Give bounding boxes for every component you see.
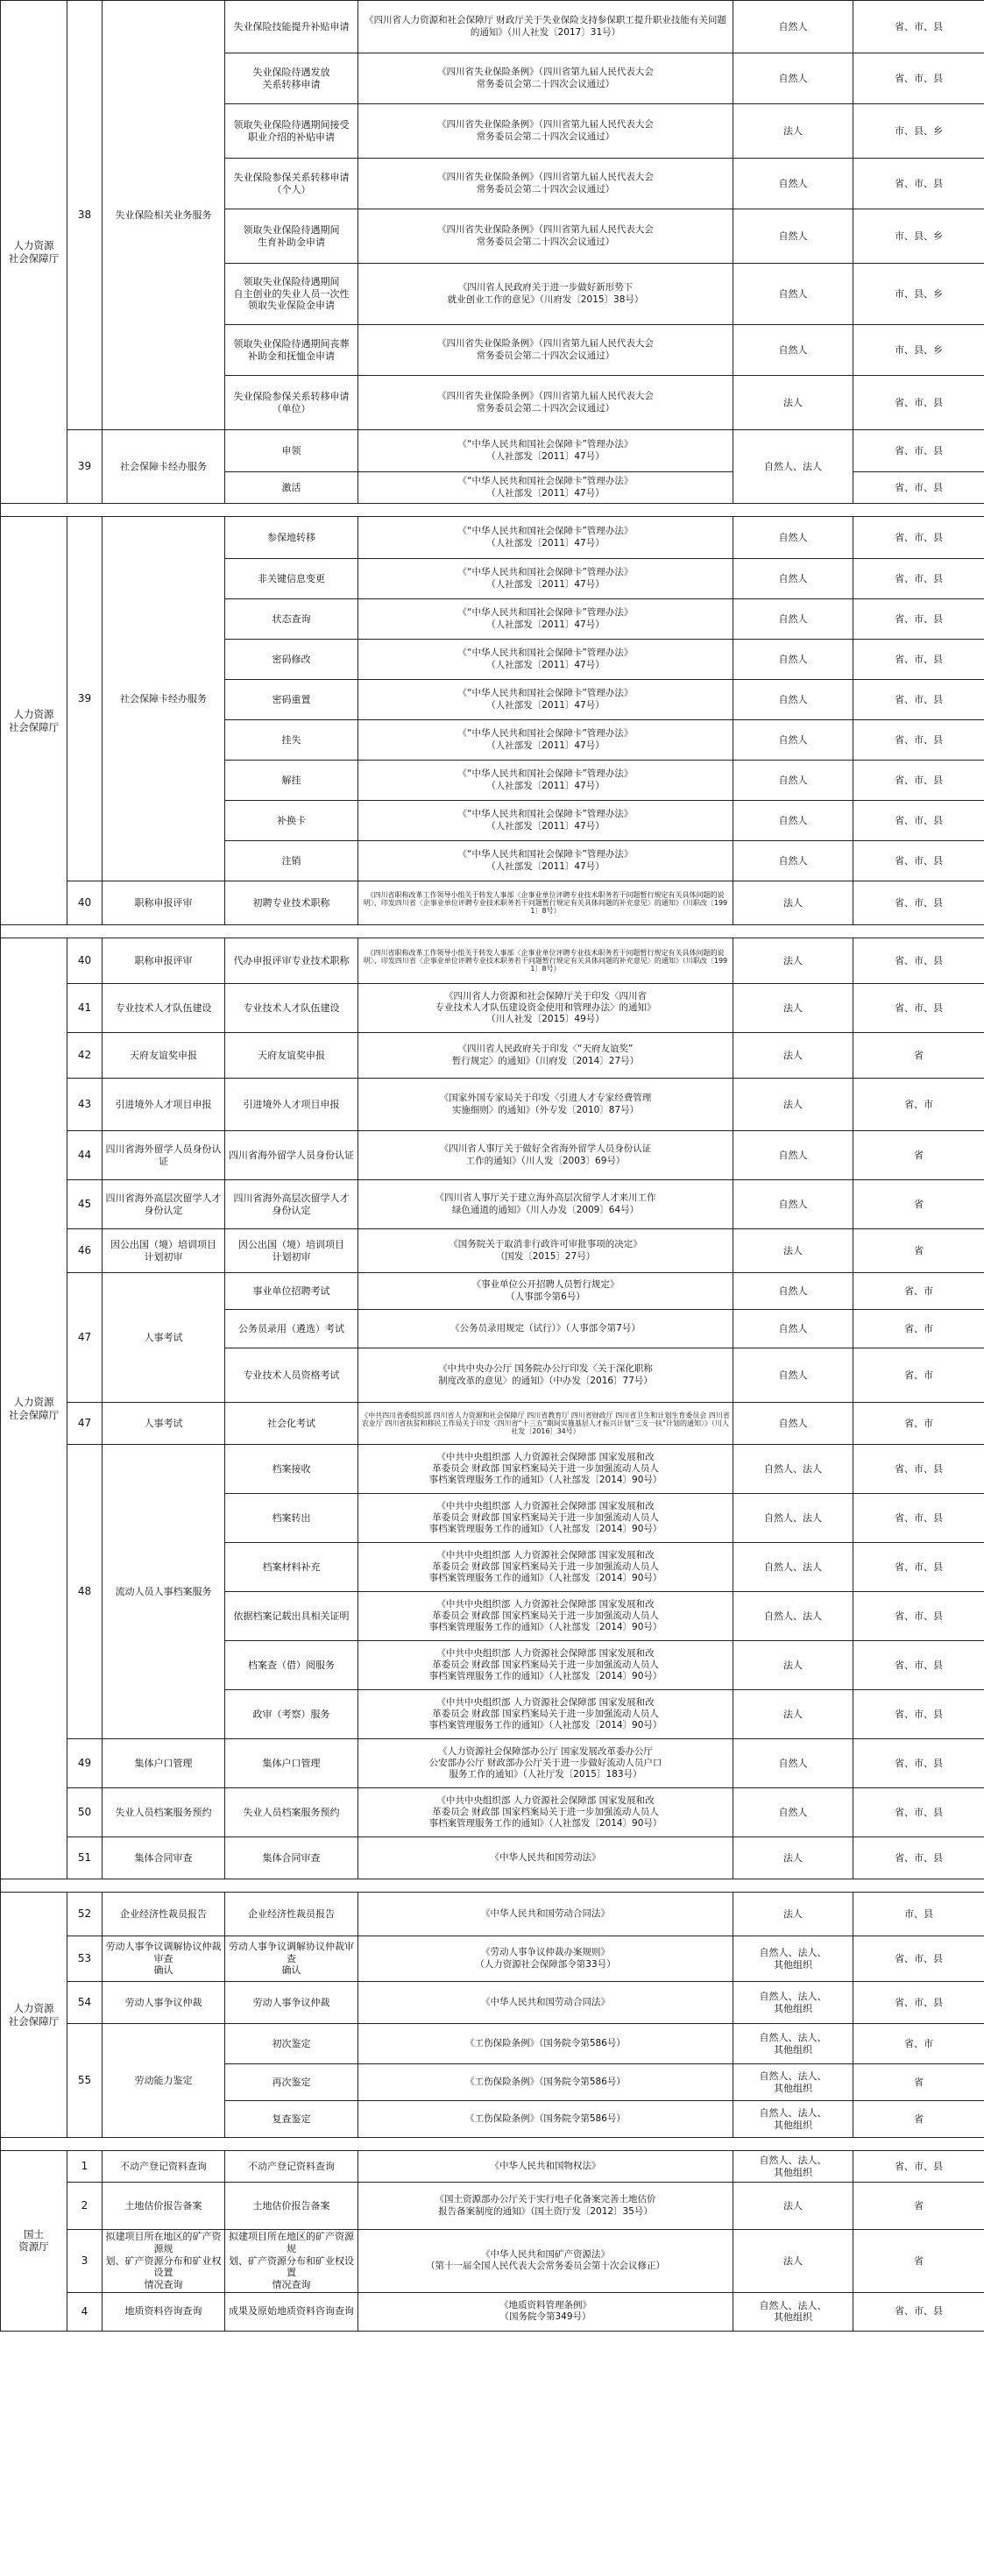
basis-cell: 《中华人民共和国劳动合同法》 <box>358 1893 733 1936</box>
target-cell: 法人 <box>733 1033 853 1079</box>
target-cell: 自然人 <box>733 209 853 264</box>
section-gap <box>1 1879 984 1893</box>
basis-cell: 《中共中央办公厅 国务院办公厅印发〈关于深化职称 制度改革的意见〉的通知》（中办发〔2016〕77号） <box>358 1348 733 1403</box>
basis-cell: 《国务院关于取消非行政许可审批事项的决定》 （国发〔2015〕27号） <box>358 1229 733 1273</box>
target-cell: 法人 <box>733 984 853 1033</box>
item-number-cell: 38 <box>67 1 103 430</box>
level-cell: 省、市、县 <box>853 1445 984 1494</box>
item-number-cell: 40 <box>67 881 103 925</box>
item-number-cell: 54 <box>67 1982 103 2024</box>
target-cell: 自然人、法人、 其他组织 <box>733 2024 853 2064</box>
target-cell: 自然人 <box>733 801 853 841</box>
level-cell: 省、市、县 <box>853 517 984 559</box>
matter-cell: 不动产登记资料查询 <box>103 2151 225 2183</box>
level-cell: 省 <box>853 2064 984 2101</box>
item-number-cell: 50 <box>67 1788 103 1837</box>
sub-item-cell: 引进境外人才项目申报 <box>225 1079 358 1131</box>
sub-item-cell: 四川省海外留学人员身份认证 <box>225 1131 358 1180</box>
sub-item-cell: 失业保险技能提升补贴申请 <box>225 1 358 53</box>
sub-item-cell: 领取失业保险待遇期间 生育补助金申请 <box>225 209 358 264</box>
sub-item-cell: 依据档案记载出具相关证明 <box>225 1592 358 1641</box>
matter-cell: 四川省海外高层次留学人才 身份认定 <box>103 1180 225 1229</box>
level-cell: 省、市、县 <box>853 1641 984 1690</box>
item-number-cell: 4 <box>67 2292 103 2331</box>
item-number-cell: 52 <box>67 1893 103 1936</box>
item-number-cell: 39 <box>67 517 103 881</box>
target-cell: 自然人 <box>733 1348 853 1403</box>
basis-cell: 《中华人民共和国物权法》 <box>358 2151 733 2183</box>
matter-cell: 地质资料咨询查询 <box>103 2292 225 2331</box>
item-number-cell: 46 <box>67 1229 103 1273</box>
target-cell: 自然人 <box>733 1403 853 1445</box>
level-cell: 省、市 <box>853 1310 984 1348</box>
item-number-cell: 45 <box>67 1180 103 1229</box>
sub-item-cell: 劳动人事争议仲裁 <box>225 1982 358 2024</box>
level-cell: 省、市、县 <box>853 53 984 104</box>
level-cell: 省、市、县 <box>853 559 984 599</box>
basis-cell: 《中共中央组织部 人力资源社会保障部 国家发展和改 革委员会 财政部 国家档案局关于进一步加强流动人员人 事档案管理服务工作的通知》（人社部发〔2014〕90号） <box>358 1641 733 1690</box>
level-cell: 省、市、县 <box>853 1494 984 1543</box>
basis-cell: 《“中华人民共和国社会保障卡”管理办法》 （人社部发〔2011〕47号） <box>358 761 733 801</box>
sub-item-cell: 再次鉴定 <box>225 2064 358 2101</box>
basis-cell: 《中共中央组织部 人力资源社会保障部 国家发展和改 革委员会 财政部 国家档案局关于进一步加强流动人员人 事档案管理服务工作的通知》（人社部发〔2014〕90号） <box>358 1690 733 1739</box>
dept-cell: 人力资源 社会保障厅 <box>1 1893 67 2138</box>
item-number-cell: 51 <box>67 1837 103 1879</box>
matter-cell: 四川省海外留学人员身份认证 <box>103 1131 225 1180</box>
table-row <box>1 2183 984 2230</box>
level-cell: 省、市、县 <box>853 376 984 430</box>
sub-item-cell: 失业保险参保关系转移申请 （单位） <box>225 376 358 430</box>
sub-item-cell: 领取失业保险待遇期间丧葬 补助金和抚恤金申请 <box>225 325 358 376</box>
level-cell: 省、市、县 <box>853 720 984 761</box>
basis-cell: 《公务员录用规定（试行）》（人事部令第7号） <box>358 1310 733 1348</box>
level-cell: 省、市、县 <box>853 2151 984 2183</box>
level-cell: 省、市、县 <box>853 472 984 504</box>
matter-cell: 劳动能力鉴定 <box>103 2024 225 2138</box>
item-number-cell: 53 <box>67 1936 103 1982</box>
sub-item-cell: 档案查（借）阅服务 <box>225 1641 358 1690</box>
basis-cell: 《四川省职称改革工作领导小组关于转发人事部〈企事业单位评聘专业技术职务若干问题暂行规定有关具体问题的说明〉，印发四川省〈企事业单位评聘专业技术职务若干问题暂行规定有关具体问题的补充意见〉的通知》（川职改〔1991〕8号） <box>358 938 733 984</box>
basis-cell: 《四川省人事厅关于建立海外高层次留学人才来川工作 绿色通道的通知》（川人办发〔2009〕64号） <box>358 1180 733 1229</box>
basis-cell: 《中共四川省委组织部 四川省人力资源和社会保障厅 四川省教育厅 四川省财政厅 四川省卫生和计划生育委员会 四川省农业厅 四川省扶贫和移民工作局关于印发〈四川省“十三五”期间实施基层人才振兴计划“三支一扶”计划的通知〉》（川人社发〔2016〕34号） <box>358 1403 733 1445</box>
item-number-cell: 48 <box>67 1445 103 1739</box>
basis-cell: 《四川省失业保险条例》（四川省第九届人民代表大会 常务委员会第二十四次会议通过） <box>358 159 733 209</box>
target-cell: 自然人、法人、 其他组织 <box>733 2151 853 2183</box>
level-cell: 省、市、县 <box>853 680 984 720</box>
level-cell: 省、市、县 <box>853 1936 984 1982</box>
target-cell: 自然人 <box>733 1131 853 1180</box>
sub-item-cell: 注销 <box>225 841 358 881</box>
basis-cell: 《四川省失业保险条例》（四川省第九届人民代表大会 常务委员会第二十四次会议通过） <box>358 104 733 159</box>
item-number-cell: 49 <box>67 1739 103 1788</box>
basis-cell: 《“中华人民共和国社会保障卡”管理办法》 （人社部发〔2011〕47号） <box>358 801 733 841</box>
level-cell: 省、市、县 <box>853 1788 984 1837</box>
level-cell: 省、市、县 <box>853 1592 984 1641</box>
target-cell: 法人 <box>733 938 853 984</box>
target-cell: 自然人 <box>733 1739 853 1788</box>
target-cell: 法人 <box>733 1079 853 1131</box>
target-cell: 法人 <box>733 2183 853 2230</box>
target-cell: 自然人、法人、 其他组织 <box>733 2064 853 2101</box>
sub-item-cell: 初聘专业技术职称 <box>225 881 358 925</box>
level-cell: 省、市、县 <box>853 2292 984 2331</box>
table-row <box>1 2151 984 2183</box>
level-cell: 省 <box>853 2230 984 2293</box>
table-row <box>1 1893 984 1936</box>
matter-cell: 集体合同审查 <box>103 1837 225 1879</box>
level-cell: 省 <box>853 1131 984 1180</box>
basis-cell: 《“中华人民共和国社会保障卡”管理办法》 （人社部发〔2011〕47号） <box>358 720 733 761</box>
target-cell: 自然人 <box>733 1 853 53</box>
level-cell: 省、市、县 <box>853 1690 984 1739</box>
dept-cell: 人力资源 社会保障厅 <box>1 938 67 1879</box>
dept-cell: 人力资源 社会保障厅 <box>1 1 67 504</box>
basis-cell: 《工伤保险条例》（国务院令第586号） <box>358 2101 733 2138</box>
sub-item-cell: 领取失业保险待遇期间 自主创业的失业人员一次性 领取失业保险金申请 <box>225 264 358 325</box>
sub-item-cell: 领取失业保险待遇期间接受 职业介绍的补贴申请 <box>225 104 358 159</box>
table-row <box>1 1 984 53</box>
target-cell: 自然人 <box>733 680 853 720</box>
item-number-cell: 41 <box>67 984 103 1033</box>
level-cell: 省 <box>853 2183 984 2230</box>
matter-cell: 劳动人事争议调解协议仲裁审查 确认 <box>103 1936 225 1982</box>
level-cell: 省、市 <box>853 2024 984 2064</box>
sub-item-cell: 天府友谊奖申报 <box>225 1033 358 1079</box>
level-cell: 省、市、县 <box>853 1837 984 1879</box>
table-row <box>1 1788 984 1837</box>
target-cell: 自然人、法人 <box>733 1494 853 1543</box>
basis-cell: 《“中华人民共和国社会保障卡”管理办法》 （人社部发〔2011〕47号） <box>358 472 733 504</box>
matter-cell: 引进境外人才项目申报 <box>103 1079 225 1131</box>
target-cell: 自然人 <box>733 559 853 599</box>
basis-cell: 《四川省人民政府关于印发〈“天府友谊奖” 暂行规定〉的通知》（川府发〔2014〕27号） <box>358 1033 733 1079</box>
level-cell: 省、市、县 <box>853 761 984 801</box>
item-number-cell: 44 <box>67 1131 103 1180</box>
level-cell: 市、县、乡 <box>853 264 984 325</box>
table-row <box>1 881 984 925</box>
matter-cell: 劳动人事争议仲裁 <box>103 1982 225 2024</box>
table-row <box>1 430 984 472</box>
sub-item-cell: 公务员录用（遴选）考试 <box>225 1310 358 1348</box>
sub-item-cell: 拟建项目所在地区的矿产资源规 划、矿产资源分布和矿业权设置 情况查询 <box>225 2230 358 2293</box>
matter-cell: 失业保险相关业务服务 <box>103 1 225 430</box>
sub-item-cell: 集体合同审查 <box>225 1837 358 1879</box>
sub-item-cell: 档案材料补充 <box>225 1543 358 1592</box>
table-row <box>1 1445 984 1494</box>
table-row <box>1 1837 984 1879</box>
basis-cell: 《中共中央组织部 人力资源社会保障部 国家发展和改 革委员会 财政部 国家档案局关于进一步加强流动人员人 事档案管理服务工作的通知》（人社部发〔2014〕90号） <box>358 1592 733 1641</box>
target-cell: 自然人 <box>733 640 853 680</box>
target-cell: 自然人 <box>733 599 853 640</box>
basis-cell: 《中共中央组织部 人力资源社会保障部 国家发展和改 革委员会 财政部 国家档案局关于进一步加强流动人员人 事档案管理服务工作的通知》（人社部发〔2014〕90号） <box>358 1445 733 1494</box>
basis-cell: 《四川省人力资源和社会保障厅 财政厅关于失业保险支持参保职工提升职业技能有关问题的通知》（川人社发〔2017〕31号） <box>358 1 733 53</box>
sub-item-cell: 挂失 <box>225 720 358 761</box>
target-cell: 自然人 <box>733 761 853 801</box>
sub-item-cell: 成果及原始地质资料咨询查询 <box>225 2292 358 2331</box>
table-row <box>1 1982 984 2024</box>
sub-item-cell: 集体户口管理 <box>225 1739 358 1788</box>
basis-cell: 《“中华人民共和国社会保障卡”管理办法》 （人社部发〔2011〕47号） <box>358 640 733 680</box>
sub-item-cell: 因公出国（境）培训项目 计划初审 <box>225 1229 358 1273</box>
target-cell: 自然人、法人 <box>733 430 853 504</box>
table-row <box>1 2292 984 2331</box>
table-row <box>1 1403 984 1445</box>
sub-item-cell: 申领 <box>225 430 358 472</box>
target-cell: 自然人、法人 <box>733 1543 853 1592</box>
level-cell: 省、市 <box>853 1079 984 1131</box>
item-number-cell: 2 <box>67 2183 103 2230</box>
level-cell: 省、市、县 <box>853 841 984 881</box>
table-row <box>1 1131 984 1180</box>
item-number-cell: 1 <box>67 2151 103 2183</box>
level-cell: 省、市、县 <box>853 881 984 925</box>
target-cell: 自然人 <box>733 841 853 881</box>
target-cell: 自然人 <box>733 720 853 761</box>
sub-item-cell: 复查鉴定 <box>225 2101 358 2138</box>
level-cell: 市、县、乡 <box>853 104 984 159</box>
level-cell: 省 <box>853 1229 984 1273</box>
target-cell: 自然人 <box>733 517 853 559</box>
basis-cell: 《中共中央组织部 人力资源社会保障部 国家发展和改 革委员会 财政部 国家档案局关于进一步加强流动人员人 事档案管理服务工作的通知》（人社部发〔2014〕90号） <box>358 1788 733 1837</box>
basis-cell: 《“中华人民共和国社会保障卡”管理办法》 （人社部发〔2011〕47号） <box>358 599 733 640</box>
matter-cell: 集体户口管理 <box>103 1739 225 1788</box>
target-cell: 法人 <box>733 881 853 925</box>
sub-item-cell: 密码重置 <box>225 680 358 720</box>
target-cell: 自然人 <box>733 264 853 325</box>
section-gap <box>1 2138 984 2151</box>
basis-cell: 《中华人民共和国劳动合同法》 <box>358 1982 733 2024</box>
dept-cell: 人力资源 社会保障厅 <box>1 517 67 925</box>
sub-item-cell: 密码修改 <box>225 640 358 680</box>
basis-cell: 《事业单位公开招聘人员暂行规定》 （人事部令第6号） <box>358 1273 733 1310</box>
target-cell: 自然人、法人 <box>733 1592 853 1641</box>
sub-item-cell: 解挂 <box>225 761 358 801</box>
item-number-cell: 40 <box>67 938 103 984</box>
target-cell: 自然人 <box>733 1310 853 1348</box>
level-cell: 省、市、县 <box>853 1739 984 1788</box>
basis-cell: 《四川省人力资源和社会保障厅关于印发〈四川省 专业技术人才队伍建设资金使用和管理办法〉的通知》 （川人社发〔2015〕49号） <box>358 984 733 1033</box>
table-row <box>1 938 984 984</box>
basis-cell: 《“中华人民共和国社会保障卡”管理办法》 （人社部发〔2011〕47号） <box>358 430 733 472</box>
table-row <box>1 2024 984 2064</box>
section-gap <box>1 925 984 938</box>
table-row <box>1 517 984 559</box>
level-cell: 省、市 <box>853 1273 984 1310</box>
level-cell: 市、县 <box>853 1893 984 1936</box>
level-cell: 省、市、县 <box>853 984 984 1033</box>
basis-cell: 《四川省职称改革工作领导小组关于转发人事部〈企事业单位评聘专业技术职务若干问题暂行规定有关具体问题的说明〉，印发四川省〈企事业单位评聘专业技术职务若干问题暂行规定有关具体问题的补充意见〉的通知》（川职改〔1991〕8号） <box>358 881 733 925</box>
level-cell: 省 <box>853 1180 984 1229</box>
basis-cell: 《四川省失业保险条例》（四川省第九届人民代表大会 常务委员会第二十四次会议通过） <box>358 376 733 430</box>
sub-item-cell: 代办申报评审专业技术职称 <box>225 938 358 984</box>
target-cell: 自然人 <box>733 53 853 104</box>
basis-cell: 《中华人民共和国劳动法》 <box>358 1837 733 1879</box>
level-cell: 省、市、县 <box>853 599 984 640</box>
sub-item-cell: 专业技术人才队伍建设 <box>225 984 358 1033</box>
level-cell: 省、市、县 <box>853 640 984 680</box>
sub-item-cell: 不动产登记资料查询 <box>225 2151 358 2183</box>
level-cell: 省、市、县 <box>853 938 984 984</box>
matter-cell: 因公出国（境）培训项目 计划初审 <box>103 1229 225 1273</box>
matter-cell: 社会保障卡经办服务 <box>103 430 225 504</box>
basis-cell: 《中华人民共和国矿产资源法》 （第十一届全国人民代表大会常务委员会第十次会议修正） <box>358 2230 733 2293</box>
target-cell: 自然人 <box>733 325 853 376</box>
table-row <box>1 1739 984 1788</box>
item-number-cell: 47 <box>67 1273 103 1403</box>
item-number-cell: 47 <box>67 1403 103 1445</box>
basis-cell: 《劳动人事争议仲裁办案规则》 （人力资源社会保障部令第33号） <box>358 1936 733 1982</box>
basis-cell: 《中共中央组织部 人力资源社会保障部 国家发展和改 革委员会 财政部 国家档案局关于进一步加强流动人员人 事档案管理服务工作的通知》（人社部发〔2014〕90号） <box>358 1543 733 1592</box>
basis-cell: 《工伤保险条例》（国务院令第586号） <box>358 2024 733 2064</box>
matter-cell: 失业人员档案服务预约 <box>103 1788 225 1837</box>
table-row <box>1 1079 984 1131</box>
sub-item-cell: 失业保险参保关系转移申请（个人） <box>225 159 358 209</box>
matter-cell: 企业经济性裁员报告 <box>103 1893 225 1936</box>
target-cell: 自然人、法人、 其他组织 <box>733 2101 853 2138</box>
sub-item-cell: 激活 <box>225 472 358 504</box>
sub-item-cell: 档案接收 <box>225 1445 358 1494</box>
basis-cell: 《“中华人民共和国社会保障卡”管理办法》 （人社部发〔2011〕47号） <box>358 680 733 720</box>
table-row <box>1 1229 984 1273</box>
target-cell: 法人 <box>733 104 853 159</box>
matter-cell: 社会保障卡经办服务 <box>103 517 225 881</box>
sub-item-cell: 失业人员档案服务预约 <box>225 1788 358 1837</box>
matter-cell: 专业技术人才队伍建设 <box>103 984 225 1033</box>
basis-cell: 《四川省失业保险条例》（四川省第九届人民代表大会 常务委员会第二十四次会议通过） <box>358 209 733 264</box>
sub-item-cell: 劳动人事争议调解协议仲裁审查 确认 <box>225 1936 358 1982</box>
section-gap <box>1 504 984 517</box>
sub-item-cell: 土地估价报告备案 <box>225 2183 358 2230</box>
target-cell: 自然人 <box>733 1180 853 1229</box>
table-row <box>1 984 984 1033</box>
matter-cell: 人事考试 <box>103 1273 225 1403</box>
sub-item-cell: 非关键信息变更 <box>225 559 358 599</box>
basis-cell: 《国土资源部办公厅关于实行电子化备案完善土地估价 报告备案制度的通知》（国土资厅发〔2012〕35号） <box>358 2183 733 2230</box>
basis-cell: 《四川省人事厅关于做好全省海外留学人员身份认证 工作的通知》（川人发〔2003〕69号） <box>358 1131 733 1180</box>
matter-cell: 天府友谊奖申报 <box>103 1033 225 1079</box>
level-cell: 市、县、乡 <box>853 325 984 376</box>
target-cell: 自然人、法人、 其他组织 <box>733 2292 853 2331</box>
table-row <box>1 2230 984 2293</box>
sub-item-cell: 企业经济性裁员报告 <box>225 1893 358 1936</box>
sub-item-cell: 专业技术人员资格考试 <box>225 1348 358 1403</box>
sub-item-cell: 社会化考试 <box>225 1403 358 1445</box>
basis-cell: 《四川省人民政府关于进一步做好新形势下 就业创业工作的意见》（川府发〔2015〕38号） <box>358 264 733 325</box>
target-cell: 法人 <box>733 1641 853 1690</box>
table-row <box>1 1180 984 1229</box>
matter-cell: 拟建项目所在地区的矿产资源规 划、矿产资源分布和矿业权设置 情况查询 <box>103 2230 225 2293</box>
sub-item-cell: 失业保险待遇发放 关系转移申请 <box>225 53 358 104</box>
matter-cell: 人事考试 <box>103 1403 225 1445</box>
level-cell: 省、市、县 <box>853 1982 984 2024</box>
item-number-cell: 42 <box>67 1033 103 1079</box>
target-cell: 法人 <box>733 1690 853 1739</box>
target-cell: 法人 <box>733 376 853 430</box>
table-row <box>1 1033 984 1079</box>
basis-cell: 《“中华人民共和国社会保障卡”管理办法》 （人社部发〔2011〕47号） <box>358 841 733 881</box>
target-cell: 自然人 <box>733 1273 853 1310</box>
target-cell: 自然人 <box>733 1788 853 1837</box>
sub-item-cell: 补换卡 <box>225 801 358 841</box>
table-row <box>1 1273 984 1310</box>
target-cell: 自然人 <box>733 159 853 209</box>
level-cell: 省、市、县 <box>853 159 984 209</box>
level-cell: 省、市、县 <box>853 1543 984 1592</box>
basis-cell: 《“中华人民共和国社会保障卡”管理办法》 （人社部发〔2011〕47号） <box>358 517 733 559</box>
target-cell: 法人 <box>733 1229 853 1273</box>
sub-item-cell: 事业单位招聘考试 <box>225 1273 358 1310</box>
basis-cell: 《国家外国专家局关于印发〈引进人才专家经费管理 实施细则〉的通知》（外专发〔2010〕87号） <box>358 1079 733 1131</box>
level-cell: 省、市、县 <box>853 430 984 472</box>
target-cell: 法人 <box>733 1837 853 1879</box>
basis-cell: 《中共中央组织部 人力资源社会保障部 国家发展和改 革委员会 财政部 国家档案局关于进一步加强流动人员人 事档案管理服务工作的通知》（人社部发〔2014〕90号） <box>358 1494 733 1543</box>
sub-item-cell: 档案转出 <box>225 1494 358 1543</box>
level-cell: 省、市 <box>853 1403 984 1445</box>
matter-cell: 职称申报评审 <box>103 881 225 925</box>
basis-cell: 《地质资料管理条例》 （国务院令第349号） <box>358 2292 733 2331</box>
target-cell: 法人 <box>733 2230 853 2293</box>
table-row <box>1 1936 984 1982</box>
target-cell: 自然人、法人、 其他组织 <box>733 1936 853 1982</box>
dept-cell: 国土 资源厅 <box>1 2151 67 2332</box>
sub-item-cell: 状态查询 <box>225 599 358 640</box>
level-cell: 省 <box>853 2101 984 2138</box>
target-cell: 自然人、法人 <box>733 1445 853 1494</box>
item-number-cell: 39 <box>67 430 103 504</box>
level-cell: 省 <box>853 1033 984 1079</box>
matter-cell: 流动人员人事档案服务 <box>103 1445 225 1739</box>
item-number-cell: 55 <box>67 2024 103 2138</box>
basis-cell: 《四川省失业保险条例》（四川省第九届人民代表大会 常务委员会第二十四次会议通过） <box>358 53 733 104</box>
basis-cell: 《四川省失业保险条例》（四川省第九届人民代表大会 常务委员会第二十四次会议通过） <box>358 325 733 376</box>
matter-cell: 土地估价报告备案 <box>103 2183 225 2230</box>
basis-cell: 《工伤保险条例》（国务院令第586号） <box>358 2064 733 2101</box>
matter-cell: 职称申报评审 <box>103 938 225 984</box>
sub-item-cell: 参保地转移 <box>225 517 358 559</box>
level-cell: 省、市、县 <box>853 1 984 53</box>
sub-item-cell: 初次鉴定 <box>225 2024 358 2064</box>
basis-cell: 《人力资源社会保障部办公厅 国家发展改革委办公厅 公安部办公厅 财政部办公厅关于进一步做好流动人员户口 服务工作的通知》（人社厅发〔2015〕183号） <box>358 1739 733 1788</box>
item-number-cell: 3 <box>67 2230 103 2293</box>
target-cell: 自然人、法人、 其他组织 <box>733 1982 853 2024</box>
level-cell: 省、市、县 <box>853 801 984 841</box>
sub-item-cell: 四川省海外高层次留学人才 身份认定 <box>225 1180 358 1229</box>
sub-item-cell: 政审（考察）服务 <box>225 1690 358 1739</box>
level-cell: 市、县、乡 <box>853 209 984 264</box>
basis-cell: 《“中华人民共和国社会保障卡”管理办法》 （人社部发〔2011〕47号） <box>358 559 733 599</box>
item-number-cell: 43 <box>67 1079 103 1131</box>
target-cell: 法人 <box>733 1893 853 1936</box>
level-cell: 省、市 <box>853 1348 984 1403</box>
